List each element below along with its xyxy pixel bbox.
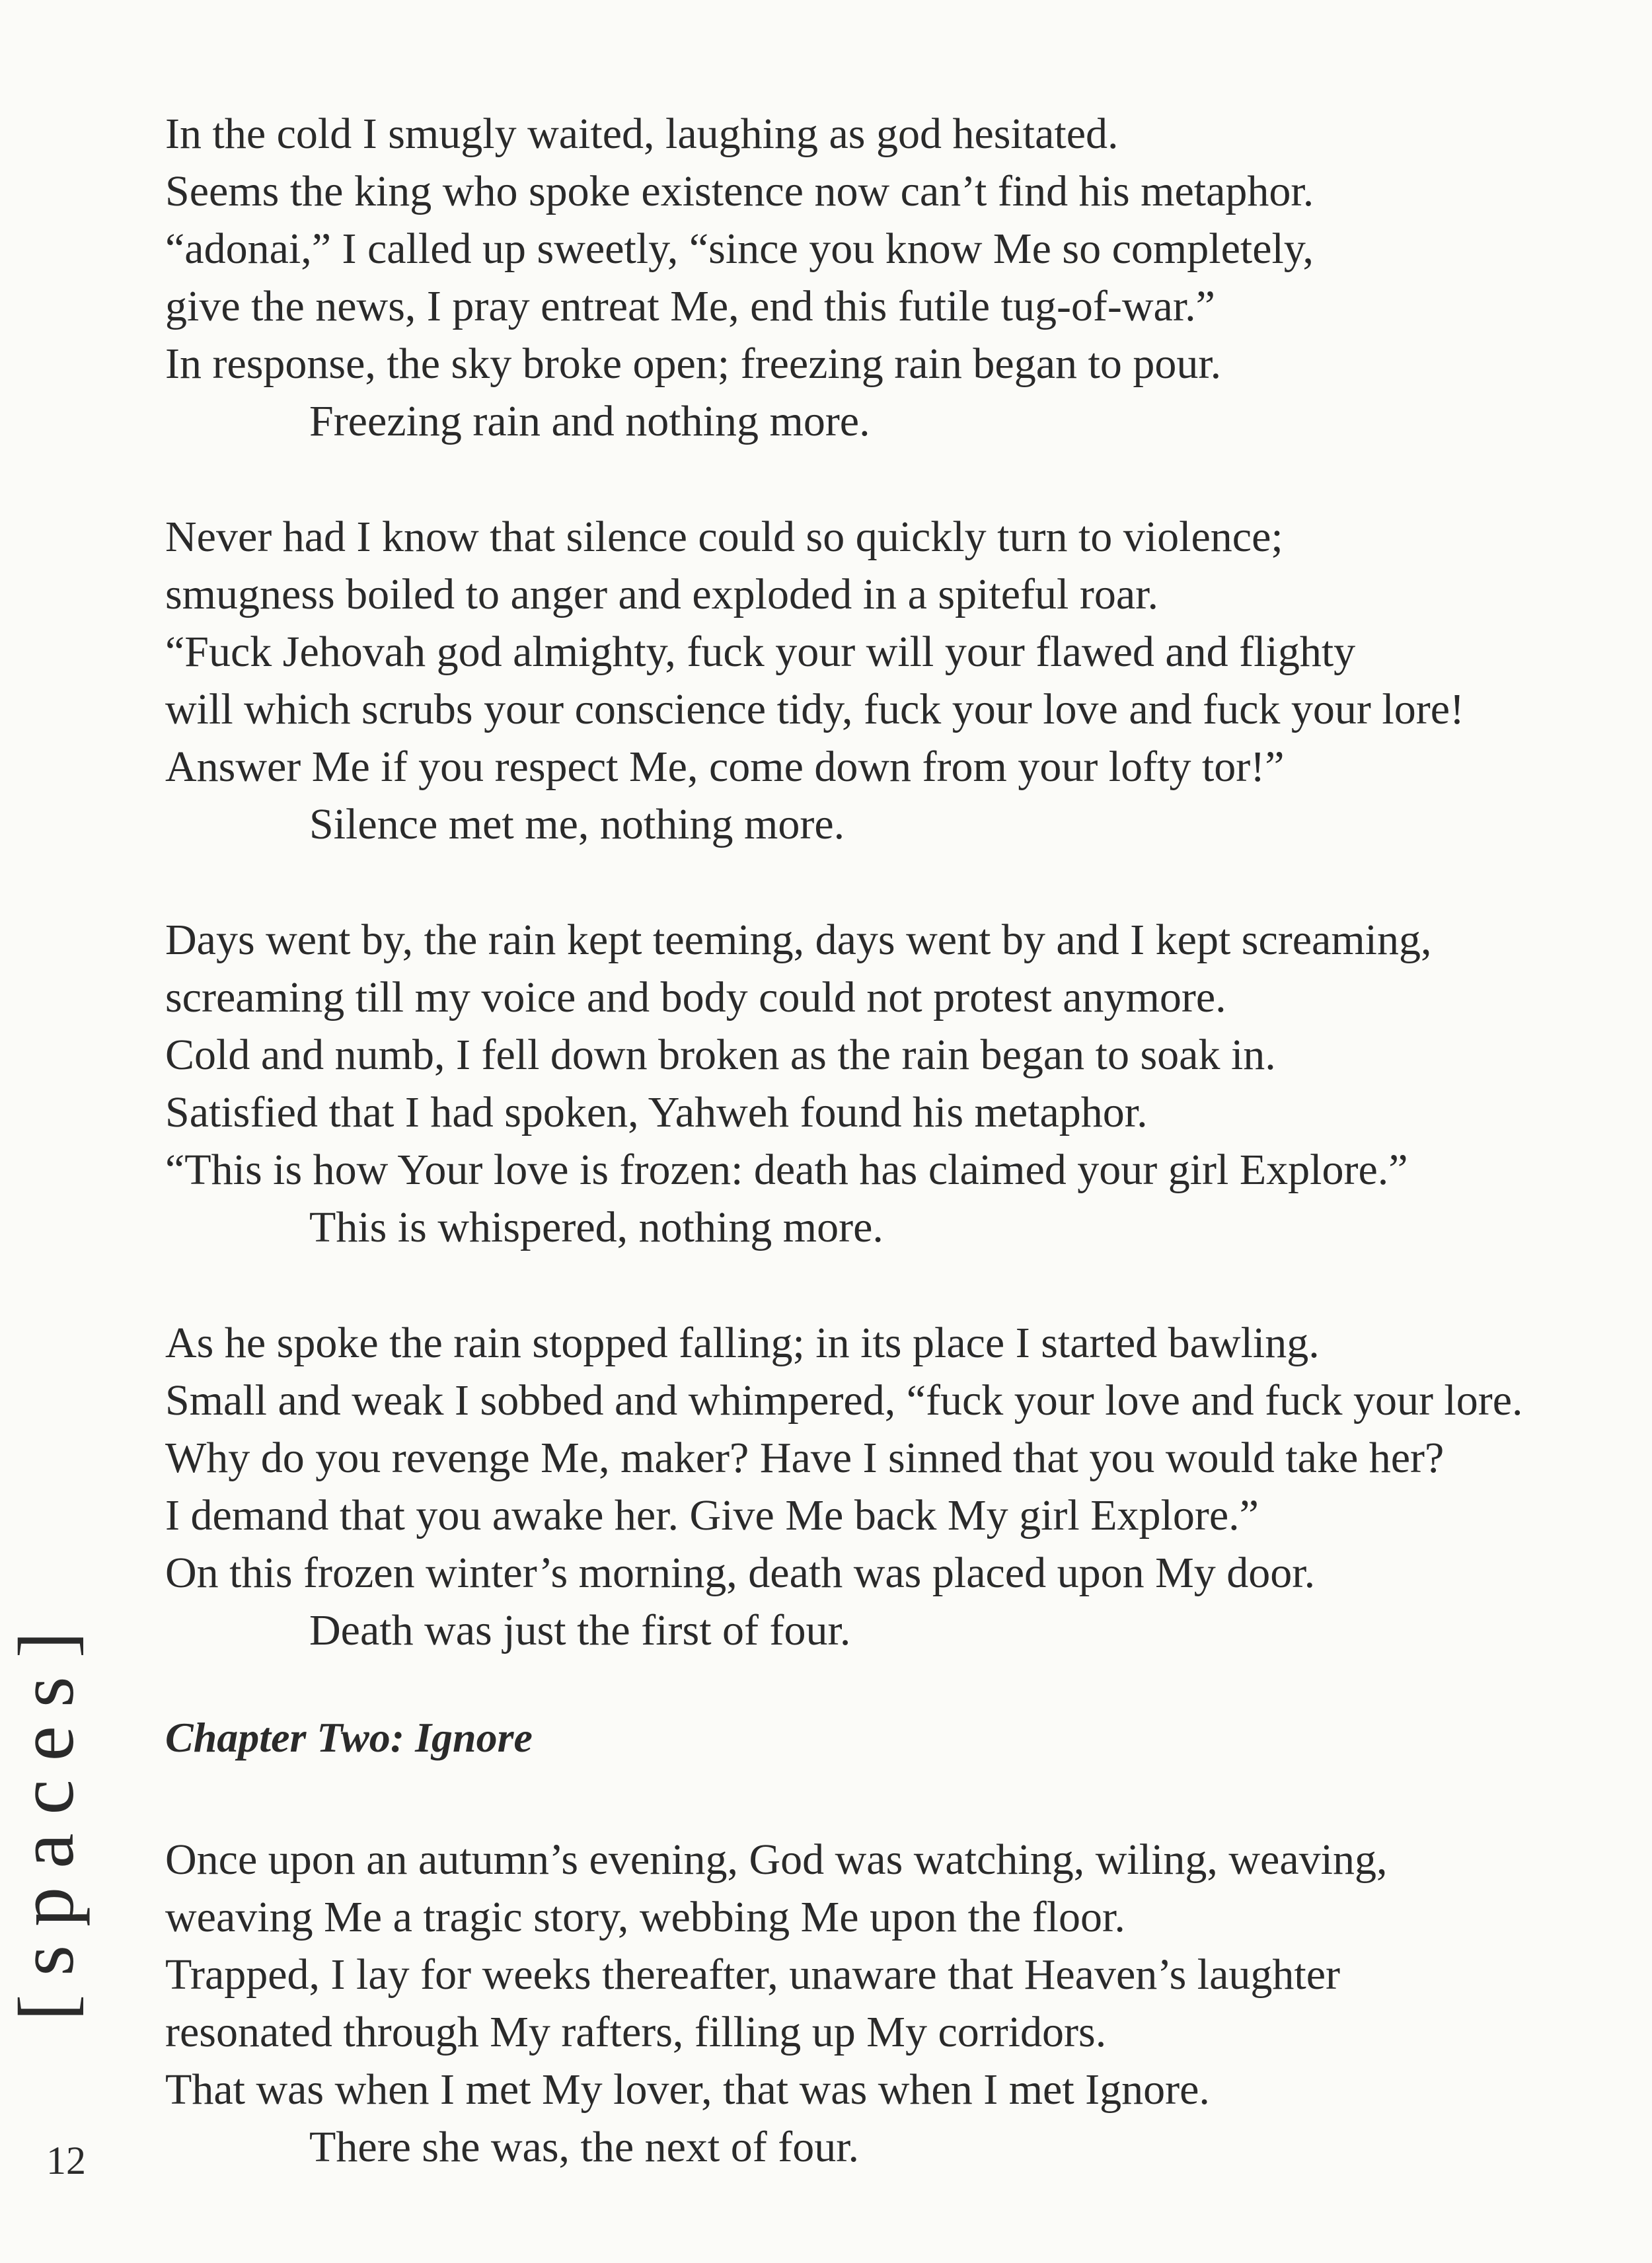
poem-line: “This is how Your love is frozen: death has claimed your girl Explore.”: [165, 1146, 1408, 1194]
poem-line: Trapped, I lay for weeks thereafter, unaware that Heaven’s laughter: [165, 1950, 1341, 1999]
poem-line: That was when I met My lover, that was when I met Ignore.: [165, 2065, 1210, 2114]
poem-line: Never had I know that silence could so quickly turn to violence;: [165, 513, 1283, 561]
poem-line: Satisfied that I had spoken, Yahweh found his metaphor.: [165, 1088, 1148, 1136]
poem-line: “adonai,” I called up sweetly, “since you know Me so completely,: [165, 225, 1314, 273]
poem-line: As he spoke the rain stopped falling; in its place I started bawling.: [165, 1319, 1320, 1367]
poem-line: On this frozen winter’s morning, death was placed upon My door.: [165, 1549, 1316, 1597]
poem-refrain: Freezing rain and nothing more.: [309, 397, 870, 445]
poem-line: weaving Me a tragic story, webbing Me upon the floor.: [165, 1893, 1125, 1941]
poem-refrain: Silence met me, nothing more.: [309, 800, 845, 848]
poem-line: Why do you revenge Me, maker? Have I sinned that you would take her?: [165, 1434, 1445, 1482]
poem-line: screaming till my voice and body could not protest anymore.: [165, 973, 1226, 1021]
poem-line: Seems the king who spoke existence now can’t find his metaphor.: [165, 167, 1314, 215]
poem-refrain: Death was just the first of four.: [309, 1606, 851, 1654]
poem-line: Days went by, the rain kept teeming, days went by and I kept screaming,: [165, 916, 1432, 964]
poem-line: smugness boiled to anger and exploded in a spiteful roar.: [165, 570, 1158, 618]
poem-line: Cold and numb, I fell down broken as the rain began to soak in.: [165, 1031, 1276, 1079]
poem-line: Small and weak I sobbed and whimpered, “fuck your love and fuck your lore.: [165, 1376, 1523, 1425]
side-title-text: [spaces]: [2, 1613, 90, 2021]
poem-line: will which scrubs your conscience tidy, fuck your love and fuck your lore!: [165, 685, 1464, 733]
poem-line: give the news, I pray entreat Me, end this futile tug-of-war.”: [165, 282, 1215, 330]
page-number: 12: [46, 2139, 86, 2182]
chapter-title: Chapter Two: Ignore: [165, 1714, 533, 1761]
poem-line: Once upon an autumn’s evening, God was watching, wiling, weaving,: [165, 1836, 1388, 1884]
poem-line: In response, the sky broke open; freezing rain began to pour.: [165, 340, 1222, 388]
poem-line: In the cold I smugly waited, laughing as god hesitated.: [165, 110, 1119, 158]
poem-line: Answer Me if you respect Me, come down from your lofty tor!”: [165, 743, 1285, 791]
poem-refrain: There she was, the next of four.: [309, 2123, 860, 2171]
side-running-title: [0, 1520, 93, 2114]
poem-line: “Fuck Jehovah god almighty, fuck your will your flawed and flighty: [165, 628, 1356, 676]
poem-refrain: This is whispered, nothing more.: [309, 1203, 883, 1251]
poem-line: I demand that you awake her. Give Me back My girl Explore.”: [165, 1491, 1259, 1540]
poem-line: resonated through My rafters, filling up My corridors.: [165, 2008, 1107, 2056]
